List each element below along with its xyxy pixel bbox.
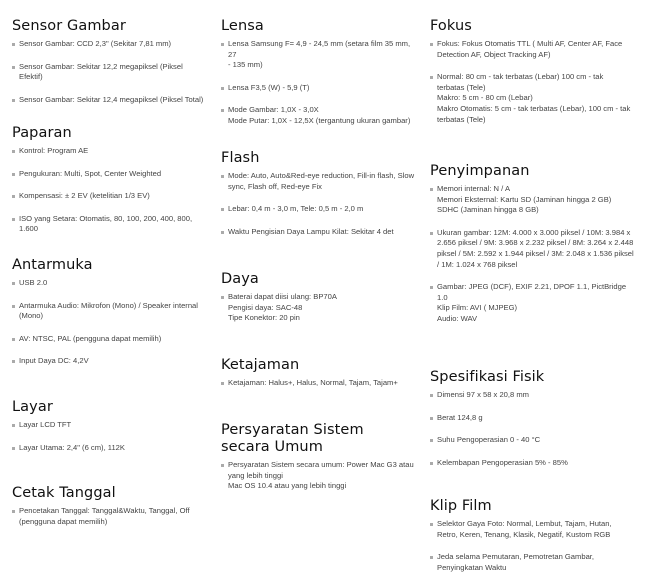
spec-item: Layar LCD TFT [12,420,208,431]
spec-item: Antarmuka Audio: Mikrofon (Mono) / Speaker internal (Mono) [12,301,208,322]
spec-list [430,184,635,325]
section-persyaratan-sistem [221,422,417,492]
section-layar [12,399,208,485]
section-title: Persyaratan Sistem secara Umum [221,422,364,455]
section-title: Layar [12,399,53,415]
section-spesifikasi-fisik [430,369,635,498]
section-antarmuka [12,257,208,399]
section-sensor-gambar [12,18,208,125]
spec-item: Gambar: JPEG (DCF), EXIF 2.21, DPOF 1.1, PictBridge 1.0 Klip Film: AVI ( MJPEG) Audio: WAV [430,282,635,324]
section-title: Daya [221,271,259,287]
section-title: Penyimpanan [430,163,530,179]
spec-item: Input Daya DC: 4,2V [12,356,208,367]
section-fokus [430,18,635,163]
spec-column-1 [12,18,208,527]
section-title: Flash [221,150,260,166]
spec-item: Lensa F3,5 (W) - 5,9 (T) [221,83,417,94]
spec-list [221,171,417,237]
section-title: Lensa [221,18,264,34]
spec-item: Pencetakan Tanggal: Tanggal&Waktu, Tanggal, Off (pengguna dapat memilih) [12,506,208,527]
spec-item: Selektor Gaya Foto: Normal, Lembut, Tajam, Hutan, Retro, Keren, Tenang, Klasik, Negatif, Kustom RGB [430,519,635,540]
spec-item: Sensor Gambar: Sekitar 12,2 megapiksel (Piksel Efektif) [12,62,208,83]
spec-list [12,146,208,235]
spec-list [12,420,208,453]
spec-list [430,519,635,573]
spec-list [12,39,208,105]
spec-item: Kompensasi: ± 2 EV (ketelitian 1/3 EV) [12,191,208,202]
spec-item: Suhu Pengoperasian 0 - 40 °C [430,435,635,446]
spec-list [221,292,417,324]
spec-item: Berat 124,8 g [430,413,635,424]
spec-item: Kelembapan Pengoperasian 5% - 85% [430,458,635,469]
spec-item: Ketajaman: Halus+, Halus, Normal, Tajam, Tajam+ [221,378,417,389]
section-title: Spesifikasi Fisik [430,369,545,385]
section-title: Fokus [430,18,472,34]
spec-item: Pengukuran: Multi, Spot, Center Weighted [12,169,208,180]
section-klip-film [430,498,635,573]
spec-list [430,39,635,125]
section-penyimpanan [430,163,635,369]
spec-item: AV: NTSC, PAL (pengguna dapat memilih) [12,334,208,345]
section-title: Sensor Gambar [12,18,126,34]
spec-item: Jeda selama Pemutaran, Pemotretan Gambar, Penyingkatan Waktu [430,552,635,573]
spec-item: Mode: Auto, Auto&Red-eye reduction, Fill-in flash, Slow sync, Flash off, Red-eye Fix [221,171,417,192]
spec-item: Sensor Gambar: Sekitar 12,4 megapiksel (Piksel Total) [12,95,208,106]
section-title: Klip Film [430,498,492,514]
section-ketajaman [221,357,417,422]
spec-item: Baterai dapat diisi ulang: BP70A Pengisi daya: SAC-48 Tipe Konektor: 20 pin [221,292,417,324]
spec-column-2 [221,18,417,492]
spec-list [221,460,417,492]
spec-list [430,390,635,468]
spec-item: Fokus: Fokus Otomatis TTL ( Multi AF, Center AF, Face Detection AF, Object Tracking AF) [430,39,635,60]
section-title: Paparan [12,125,72,141]
spec-item: Persyaratan Sistem secara umum: Power Mac G3 atau yang lebih tinggi Mac OS 10.4 atau yang lebih tinggi [221,460,417,492]
spec-list [12,278,208,367]
spec-item: USB 2.0 [12,278,208,289]
spec-item: Mode Gambar: 1,0X - 3,0X Mode Putar: 1,0X - 12,5X (tergantung ukuran gambar) [221,105,417,126]
section-flash [221,150,417,271]
section-daya [221,271,417,357]
spec-item: Ukuran gambar: 12M: 4.000 x 3.000 piksel / 10M: 3.984 x 2.656 piksel / 9M: 3.968 x 2.232 piksel / 8M: 3.264 x 2.448 piksel / 5M: 2.592 x 1.944 piksel / 3M: 2.048 x 1.536 piksel / 1M: 1.024 x 768 piksel [430,228,635,270]
section-title: Cetak Tanggal [12,485,116,501]
spec-item: Lensa Samsung F= 4,9 - 24,5 mm (setara film 35 mm, 27 - 135 mm) [221,39,417,71]
spec-item: Lebar: 0,4 m - 3,0 m, Tele: 0,5 m - 2,0 m [221,204,417,215]
section-paparan [12,125,208,257]
spec-item: ISO yang Setara: Otomatis, 80, 100, 200, 400, 800, 1.600 [12,214,208,235]
section-title: Antarmuka [12,257,93,273]
section-cetak-tanggal [12,485,208,527]
spec-item: Layar Utama: 2,4" (6 cm), 112K [12,443,208,454]
section-lensa [221,18,417,150]
spec-item: Kontrol: Program AE [12,146,208,157]
spec-list [221,378,417,389]
spec-column-3 [430,18,635,573]
spec-item: Sensor Gambar: CCD 2,3" (Sekitar 7,81 mm) [12,39,208,50]
spec-list [12,506,208,527]
spec-item: Waktu Pengisian Daya Lampu Kilat: Sekitar 4 det [221,227,417,238]
spec-item: Dimensi 97 x 58 x 20,8 mm [430,390,635,401]
spec-list [221,39,417,127]
section-title: Ketajaman [221,357,300,373]
spec-item: Memori internal: N / A Memori Eksternal: Kartu SD (Jaminan hingga 2 GB) SDHC (Jaminan hingga 8 GB) [430,184,635,216]
spec-item: Normal: 80 cm - tak terbatas (Lebar) 100 cm - tak terbatas (Tele) Makro: 5 cm - 80 cm (Lebar) Makro Otomatis: 5 cm - tak terbatas (Lebar), 100 cm - tak terbatas (Tele) [430,72,635,125]
